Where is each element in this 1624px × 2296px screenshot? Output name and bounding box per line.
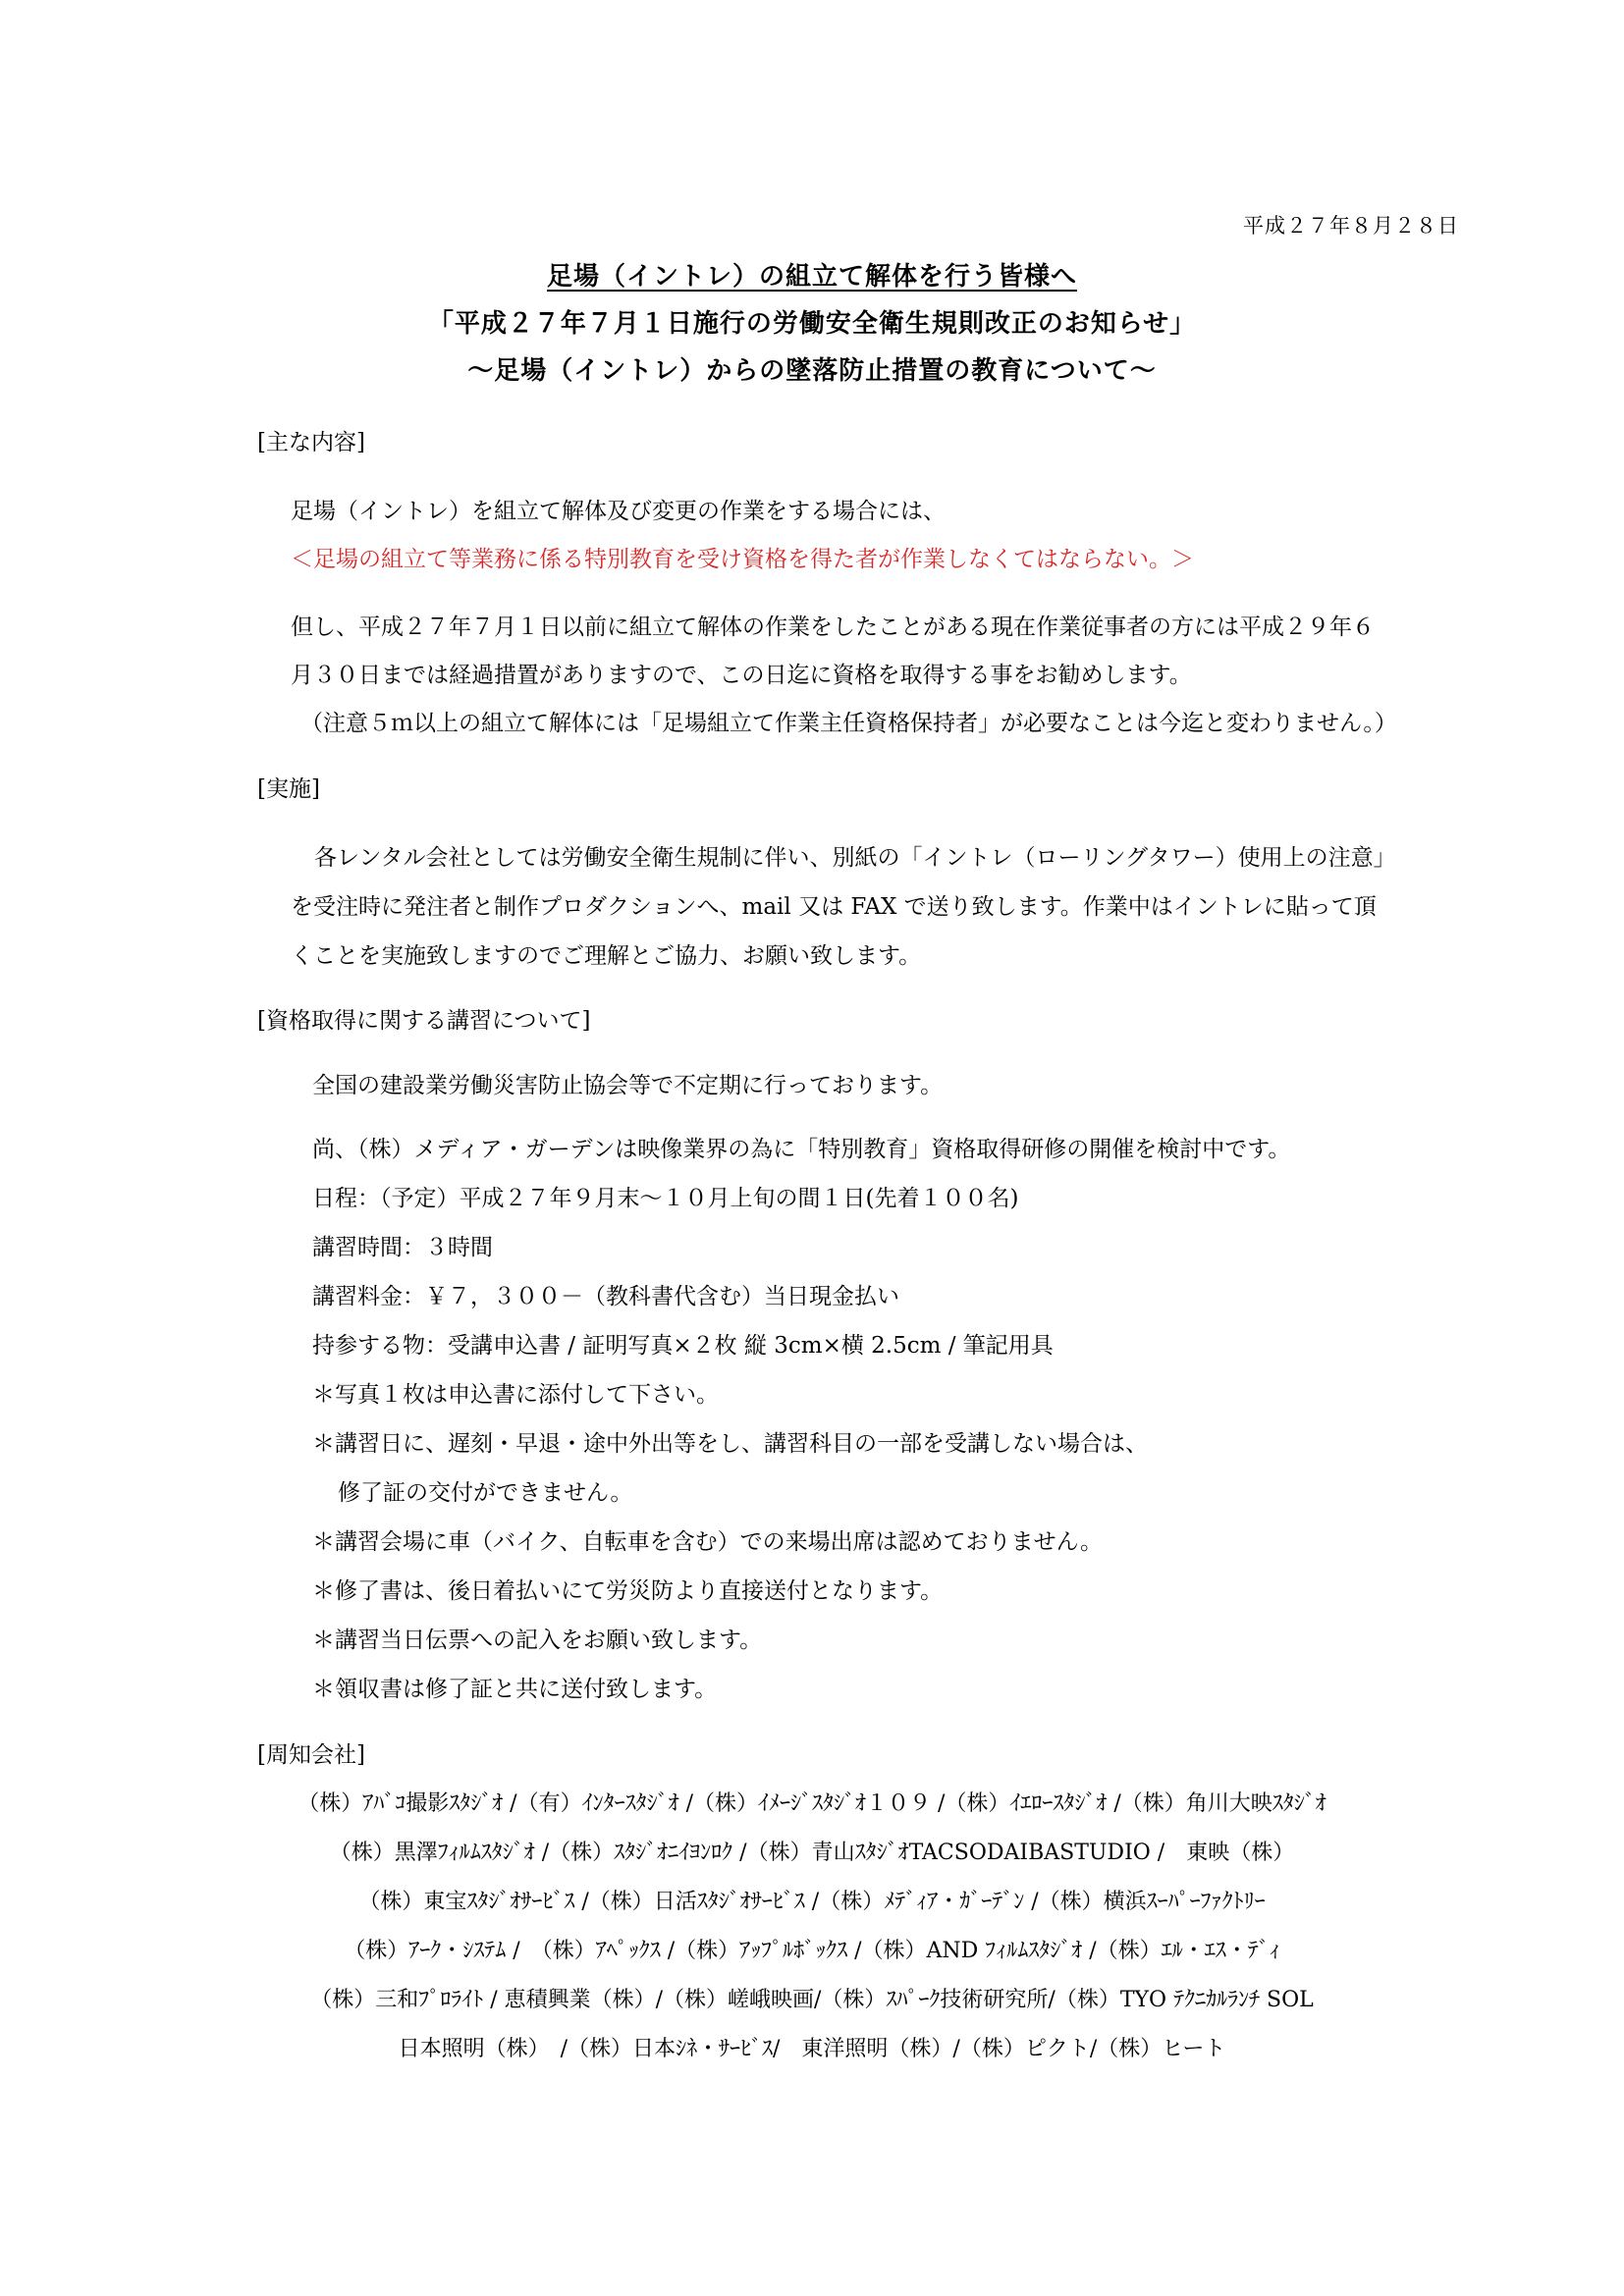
section-heading-course: [資格取得に関する講習について] [257,1008,591,1034]
company-line-6: 日本照明（株） /（株）日本ｼﾈ・ｻｰﾋﾞｽ/ 東洋照明（株）/（株）ピクト/（株）ヒート [398,2037,1226,2061]
course-note-2-cont: 修了証の交付ができません。 [338,1480,633,1506]
section-heading-main: [主な内容] [257,430,365,455]
course-items-to-bring: 持参する物：受講申込書 / 証明写真×２枚 縦 3cm×横 2.5cm / 筆記用具 [312,1333,1054,1359]
section-heading-implementation: [実施] [257,776,320,802]
main-line-4: 月３０日までは経過措置がありますので、この日迄に資格を取得する事をお勧めします。 [291,663,1192,688]
course-note-1: ＊写真１枚は申込書に添付して下さい。 [312,1382,719,1408]
document-title-text: 足場（イントレ）の組立て解体を行う皆様へ [546,262,1077,292]
main-line-1: 足場（イントレ）を組立て解体及び変更の作業をする場合には、 [291,499,946,524]
course-note-6: ＊領収書は修了証と共に送付致します。 [312,1677,718,1702]
document-date: 平成２７年８月２８日 [1243,214,1459,238]
document-subtitle-2: ～足場（イントレ）からの墜落防止措置の教育について～ [467,356,1157,386]
main-line-5-note: （注意５ｍ以上の組立て解体には「足場組立て作業主任資格保持者」が必要なことは今迄と変わりません。） [300,711,1397,736]
document-title [0,253,1624,300]
main-line-2-notice: ＜足場の組立て等業務に係る特別教育を受け資格を得た者が作業しなくてはならない。＞ [291,547,1194,572]
course-note-3: ＊講習会場に車（バイク、自転車を含む）での来場出席は認めておりません。 [312,1529,1103,1555]
course-line-2: 尚、（株）メディア・ガーデンは映像業界の為に「特別教育」資格取得研修の開催を検討中です。 [312,1137,1291,1162]
course-note-4: ＊修了書は、後日着払いにて労災防より直接送付となります。 [312,1578,944,1604]
company-line-2: （株）黒澤ﾌｨﾙﾑｽﾀｼﾞｵ /（株）ｽﾀｼﾞｵﾆｲﾖﾝﾛｸ /（株）青山ｽﾀｼﾞｵTACSODAIBASTUDIO / 東映（株） [329,1841,1295,1865]
section-heading-companies: [周知会社] [257,1742,365,1768]
document-subtitle: 「平成２７年７月１日施行の労働安全衛生規則改正のお知らせ」 [427,309,1197,339]
title-block [0,253,1624,395]
company-line-5: （株）三和ﾌﾟﾛﾗｲﾄ / 恵積興業（株）/（株）嵯峨映画/（株）ｽﾊﾟｰｸ技術研究所/（株）TYO ﾃｸﾆｶﾙﾗﾝﾁ SOL [310,1988,1314,2012]
course-line-1: 全国の建設業労働災害防止協会等で不定期に行っております。 [312,1073,944,1098]
course-duration: 講習時間：３時間 [312,1235,493,1260]
implementation-line-1: 各レンタル会社としては労働安全衛生規制に伴い、別紙の「イントレ（ローリングタワー）使用上の注意」 [314,845,1396,871]
course-note-5: ＊講習当日伝票への記入をお願い致します。 [312,1628,763,1653]
course-schedule: 日程：（予定）平成２７年９月末～１０月上旬の間１日(先着１００名) [312,1186,1019,1211]
main-line-3: 但し、平成２７年７月１日以前に組立て解体の作業をしたことがある現在作業従事者の方には平成２９年６ [291,614,1375,640]
course-fee: 講習料金：￥７，３００－（教科書代含む）当日現金払い [312,1284,899,1309]
company-line-1: （株）ｱﾊﾞｺ撮影ｽﾀｼﾞｵ /（有）ｲﾝﾀｰｽﾀｼﾞｵ /（株）ｲﾒｰｼﾞｽﾀｼﾞｵ１０９ /（株）ｲｴﾛｰｽﾀｼﾞｵ /（株）角川大映ｽﾀｼﾞｵ [298,1791,1326,1816]
course-note-2: ＊講習日に、遅刻・早退・途中外出等をし、講習科目の一部を受講しない場合は、 [312,1431,1148,1457]
implementation-line-3: くことを実施致しますのでご理解とご協力、お願い致します。 [291,943,922,969]
implementation-line-2: を受注時に発注者と制作プロダクションへ、mail 又は FAX で送り致します。作業中はイントレに貼って頂 [291,894,1377,920]
company-line-3: （株）東宝ｽﾀｼﾞｵｻｰﾋﾞｽ /（株）日活ｽﾀｼﾞｵｻｰﾋﾞｽ /（株）ﾒﾃﾞｨｱ・ｶﾞｰﾃﾞﾝ /（株）横浜ｽｰﾊﾟｰﾌｧｸﾄﾘｰ [358,1890,1266,1914]
company-line-4: （株）ｱｰｸ・ｼｽﾃﾑ / （株）ｱﾍﾟｯｸｽ /（株）ｱｯﾌﾟﾙﾎﾞｯｸｽ /（株）AND ﾌｨﾙﾑｽﾀｼﾞｵ /（株）ｴﾙ・ｴｽ・ﾃﾞｨ [344,1939,1280,1963]
